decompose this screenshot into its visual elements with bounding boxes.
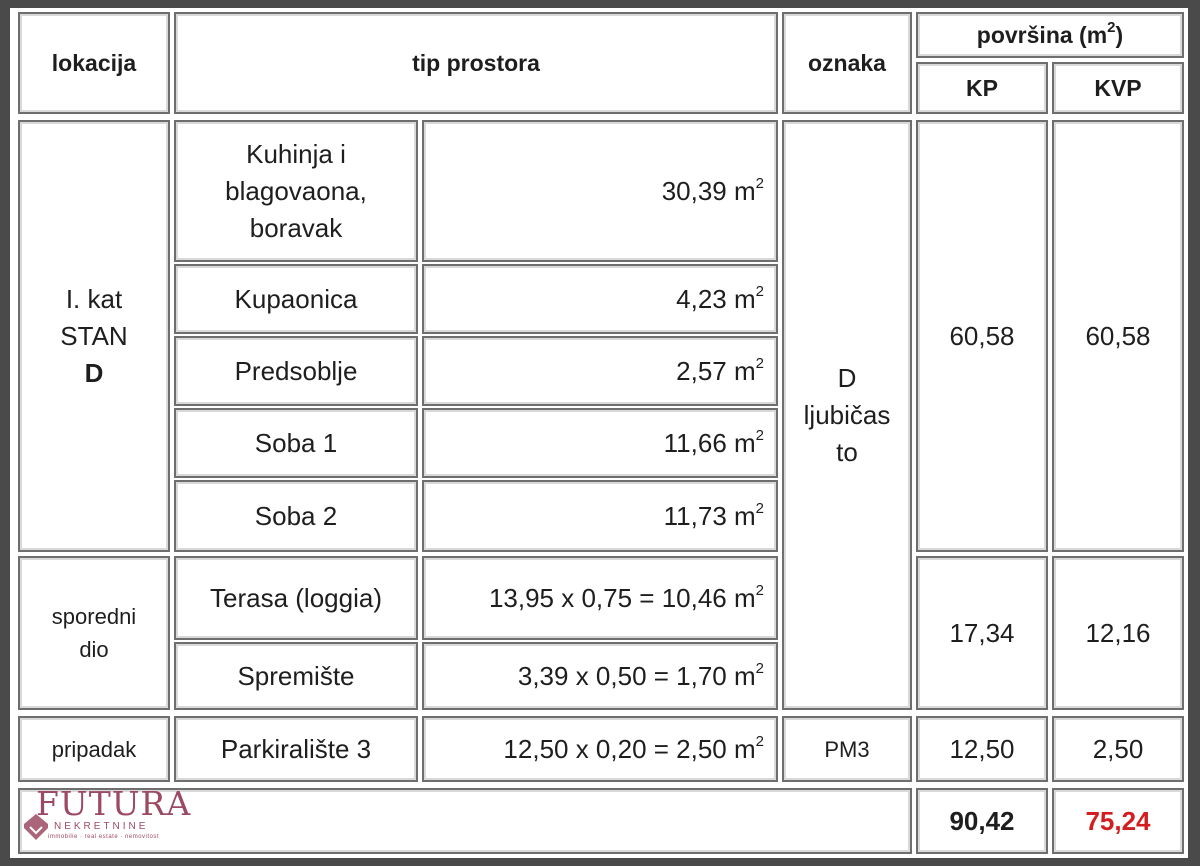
header-povrsina-sup: 2 bbox=[1107, 18, 1116, 36]
top-edge-strip bbox=[0, 0, 1200, 8]
total-kvp bbox=[1052, 788, 1184, 854]
unit-sup: 2 bbox=[755, 426, 764, 444]
header-kvp-text: KVP bbox=[1094, 74, 1142, 101]
header-oznaka bbox=[782, 12, 912, 114]
room-area-text bbox=[662, 173, 764, 210]
total-kvp-value: 75,24 bbox=[1085, 805, 1151, 836]
room-area bbox=[422, 556, 778, 640]
pripadak-kp-value: 12,50 bbox=[949, 733, 1015, 764]
header-lokacija bbox=[18, 12, 170, 114]
room-name-text: Kuhinja i blagovaona, boravak bbox=[225, 138, 367, 243]
room-area-text bbox=[489, 580, 764, 617]
sporedni-kp-value: 17,34 bbox=[949, 617, 1015, 648]
futura-logo bbox=[22, 786, 202, 846]
room-name-text: Parkiralište 3 bbox=[220, 733, 372, 764]
room-name bbox=[174, 480, 418, 552]
room-area-value: 11,66 m bbox=[663, 427, 756, 458]
header-povrsina-label: površina (m bbox=[976, 21, 1108, 48]
room-name bbox=[174, 120, 418, 262]
room-area bbox=[422, 336, 778, 406]
unit-sup: 2 bbox=[755, 282, 764, 300]
oznaka-d-text bbox=[804, 360, 891, 471]
unit-sup: 2 bbox=[755, 499, 764, 517]
header-tip-prostora-text: tip prostora bbox=[412, 49, 540, 76]
room-area-value: 12,50 x 0,20 = 2,50 m bbox=[503, 733, 756, 764]
stan-kvp-value: 60,58 bbox=[1085, 320, 1151, 351]
unit-sup: 2 bbox=[755, 174, 764, 192]
room-area-value: 30,39 m bbox=[661, 175, 756, 206]
header-kp bbox=[916, 62, 1048, 114]
location-pripadak-text: pripadak bbox=[51, 736, 137, 762]
bottom-edge-strip bbox=[0, 858, 1200, 866]
unit-sup: 2 bbox=[755, 732, 764, 750]
room-area-value: 4,23 m bbox=[676, 283, 756, 314]
stan-kvp bbox=[1052, 120, 1184, 552]
room-area-value: 3,39 x 0,50 = 1,70 m bbox=[517, 660, 756, 691]
room-area bbox=[422, 408, 778, 478]
location-stan-line2: STAN bbox=[60, 320, 128, 351]
room-name bbox=[174, 336, 418, 406]
location-stan-line3: D bbox=[84, 357, 104, 388]
room-area-text bbox=[503, 731, 764, 768]
header-kvp bbox=[1052, 62, 1184, 114]
oznaka-d-line3: to bbox=[836, 436, 858, 467]
room-area bbox=[422, 120, 778, 262]
total-kp bbox=[916, 788, 1048, 854]
room-name bbox=[174, 264, 418, 334]
room-name bbox=[174, 556, 418, 640]
logo-word: FUTURA bbox=[36, 784, 192, 823]
sporedni-kvp-value: 12,16 bbox=[1085, 617, 1151, 648]
room-area-text bbox=[676, 353, 764, 390]
room-area-text bbox=[664, 498, 764, 535]
left-edge-strip bbox=[0, 0, 10, 866]
room-name bbox=[174, 642, 418, 710]
location-pripadak bbox=[18, 716, 170, 782]
room-name-text: Soba 2 bbox=[254, 500, 338, 531]
pripadak-oznaka-text: PM3 bbox=[824, 736, 870, 762]
pripadak-oznaka bbox=[782, 716, 912, 782]
header-oznaka-text: oznaka bbox=[808, 49, 886, 76]
room-name-text: Predsoblje bbox=[234, 355, 358, 386]
location-stan-line1: I. kat bbox=[65, 283, 123, 314]
total-kp-value: 90,42 bbox=[949, 805, 1015, 836]
room-name-text: Soba 1 bbox=[254, 427, 338, 458]
room-area bbox=[422, 642, 778, 710]
sporedni-kp bbox=[916, 556, 1048, 710]
header-lokacija-text: lokacija bbox=[51, 49, 137, 76]
pripadak-kvp bbox=[1052, 716, 1184, 782]
room-area-value: 11,73 m bbox=[663, 500, 756, 531]
room-area bbox=[422, 716, 778, 782]
room-area bbox=[422, 264, 778, 334]
room-name-text: Kupaonica bbox=[234, 283, 358, 314]
location-stan-text bbox=[60, 281, 127, 392]
room-name bbox=[174, 716, 418, 782]
right-edge-strip bbox=[1188, 0, 1200, 866]
oznaka-d-line1: D bbox=[837, 362, 857, 393]
header-povrsina bbox=[916, 12, 1184, 58]
room-area bbox=[422, 480, 778, 552]
room-area-text bbox=[664, 425, 764, 462]
room-name-text: Terasa (loggia) bbox=[210, 582, 382, 613]
oznaka-d bbox=[782, 120, 912, 710]
location-sporedni bbox=[18, 556, 170, 710]
unit-sup: 2 bbox=[755, 354, 764, 372]
room-name-text: Spremište bbox=[237, 660, 355, 691]
sporedni-kvp bbox=[1052, 556, 1184, 710]
room-name bbox=[174, 408, 418, 478]
room-area-value: 13,95 x 0,75 = 10,46 m bbox=[488, 582, 756, 613]
pripadak-kp bbox=[916, 716, 1048, 782]
room-area-text bbox=[676, 281, 764, 318]
header-povrsina-close: ) bbox=[1115, 21, 1124, 48]
stan-kp bbox=[916, 120, 1048, 552]
room-area-text bbox=[518, 658, 764, 695]
logo-sub: NEKRETNINE bbox=[54, 821, 149, 832]
logo-tagline: immobilie · real estate · nemovitost bbox=[48, 834, 160, 840]
room-area-value: 2,57 m bbox=[676, 355, 756, 386]
pripadak-kvp-value: 2,50 bbox=[1092, 733, 1144, 764]
unit-sup: 2 bbox=[755, 659, 764, 677]
header-tip-prostora bbox=[174, 12, 778, 114]
location-sporedni-text: sporedni dio bbox=[51, 604, 137, 662]
header-povrsina-text bbox=[977, 17, 1123, 54]
oznaka-d-line2: ljubičas bbox=[803, 399, 891, 430]
location-stan bbox=[18, 120, 170, 552]
stan-kp-value: 60,58 bbox=[949, 320, 1015, 351]
header-kp-text: KP bbox=[966, 74, 998, 101]
unit-sup: 2 bbox=[755, 581, 764, 599]
